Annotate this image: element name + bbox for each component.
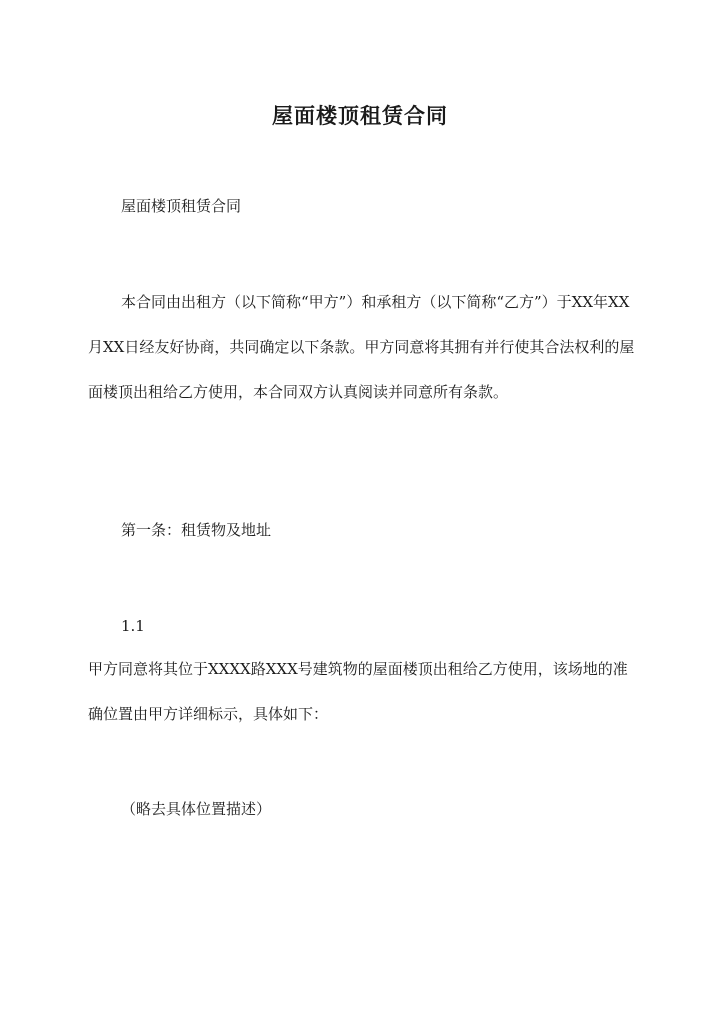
intro-paragraph: 本合同由出租方（以下简称“甲方”）和承租方（以下简称“乙方”）于XX年XX月XX日经友好协商，共同确定以下条款。甲方同意将其拥有并行使其合法权利的屋面楼顶出租给乙方使用，本合同双方认真阅读并同意所有条款。: [88, 293, 635, 401]
clause-1-1-text: 甲方同意将其位于XXXX路XXX号建筑物的屋面楼顶出租给乙方使用，该场地的准确位置由甲方详细标示，具体如下：: [88, 660, 628, 723]
document-title: 屋面楼顶租赁合同: [272, 103, 448, 129]
clause-1-1-number: 1.1: [121, 617, 145, 635]
location-omitted-note: （略去具体位置描述）: [121, 800, 272, 818]
document-subtitle: 屋面楼顶租赁合同: [121, 197, 242, 215]
article-1-heading: 第一条：租赁物及地址: [121, 521, 272, 539]
